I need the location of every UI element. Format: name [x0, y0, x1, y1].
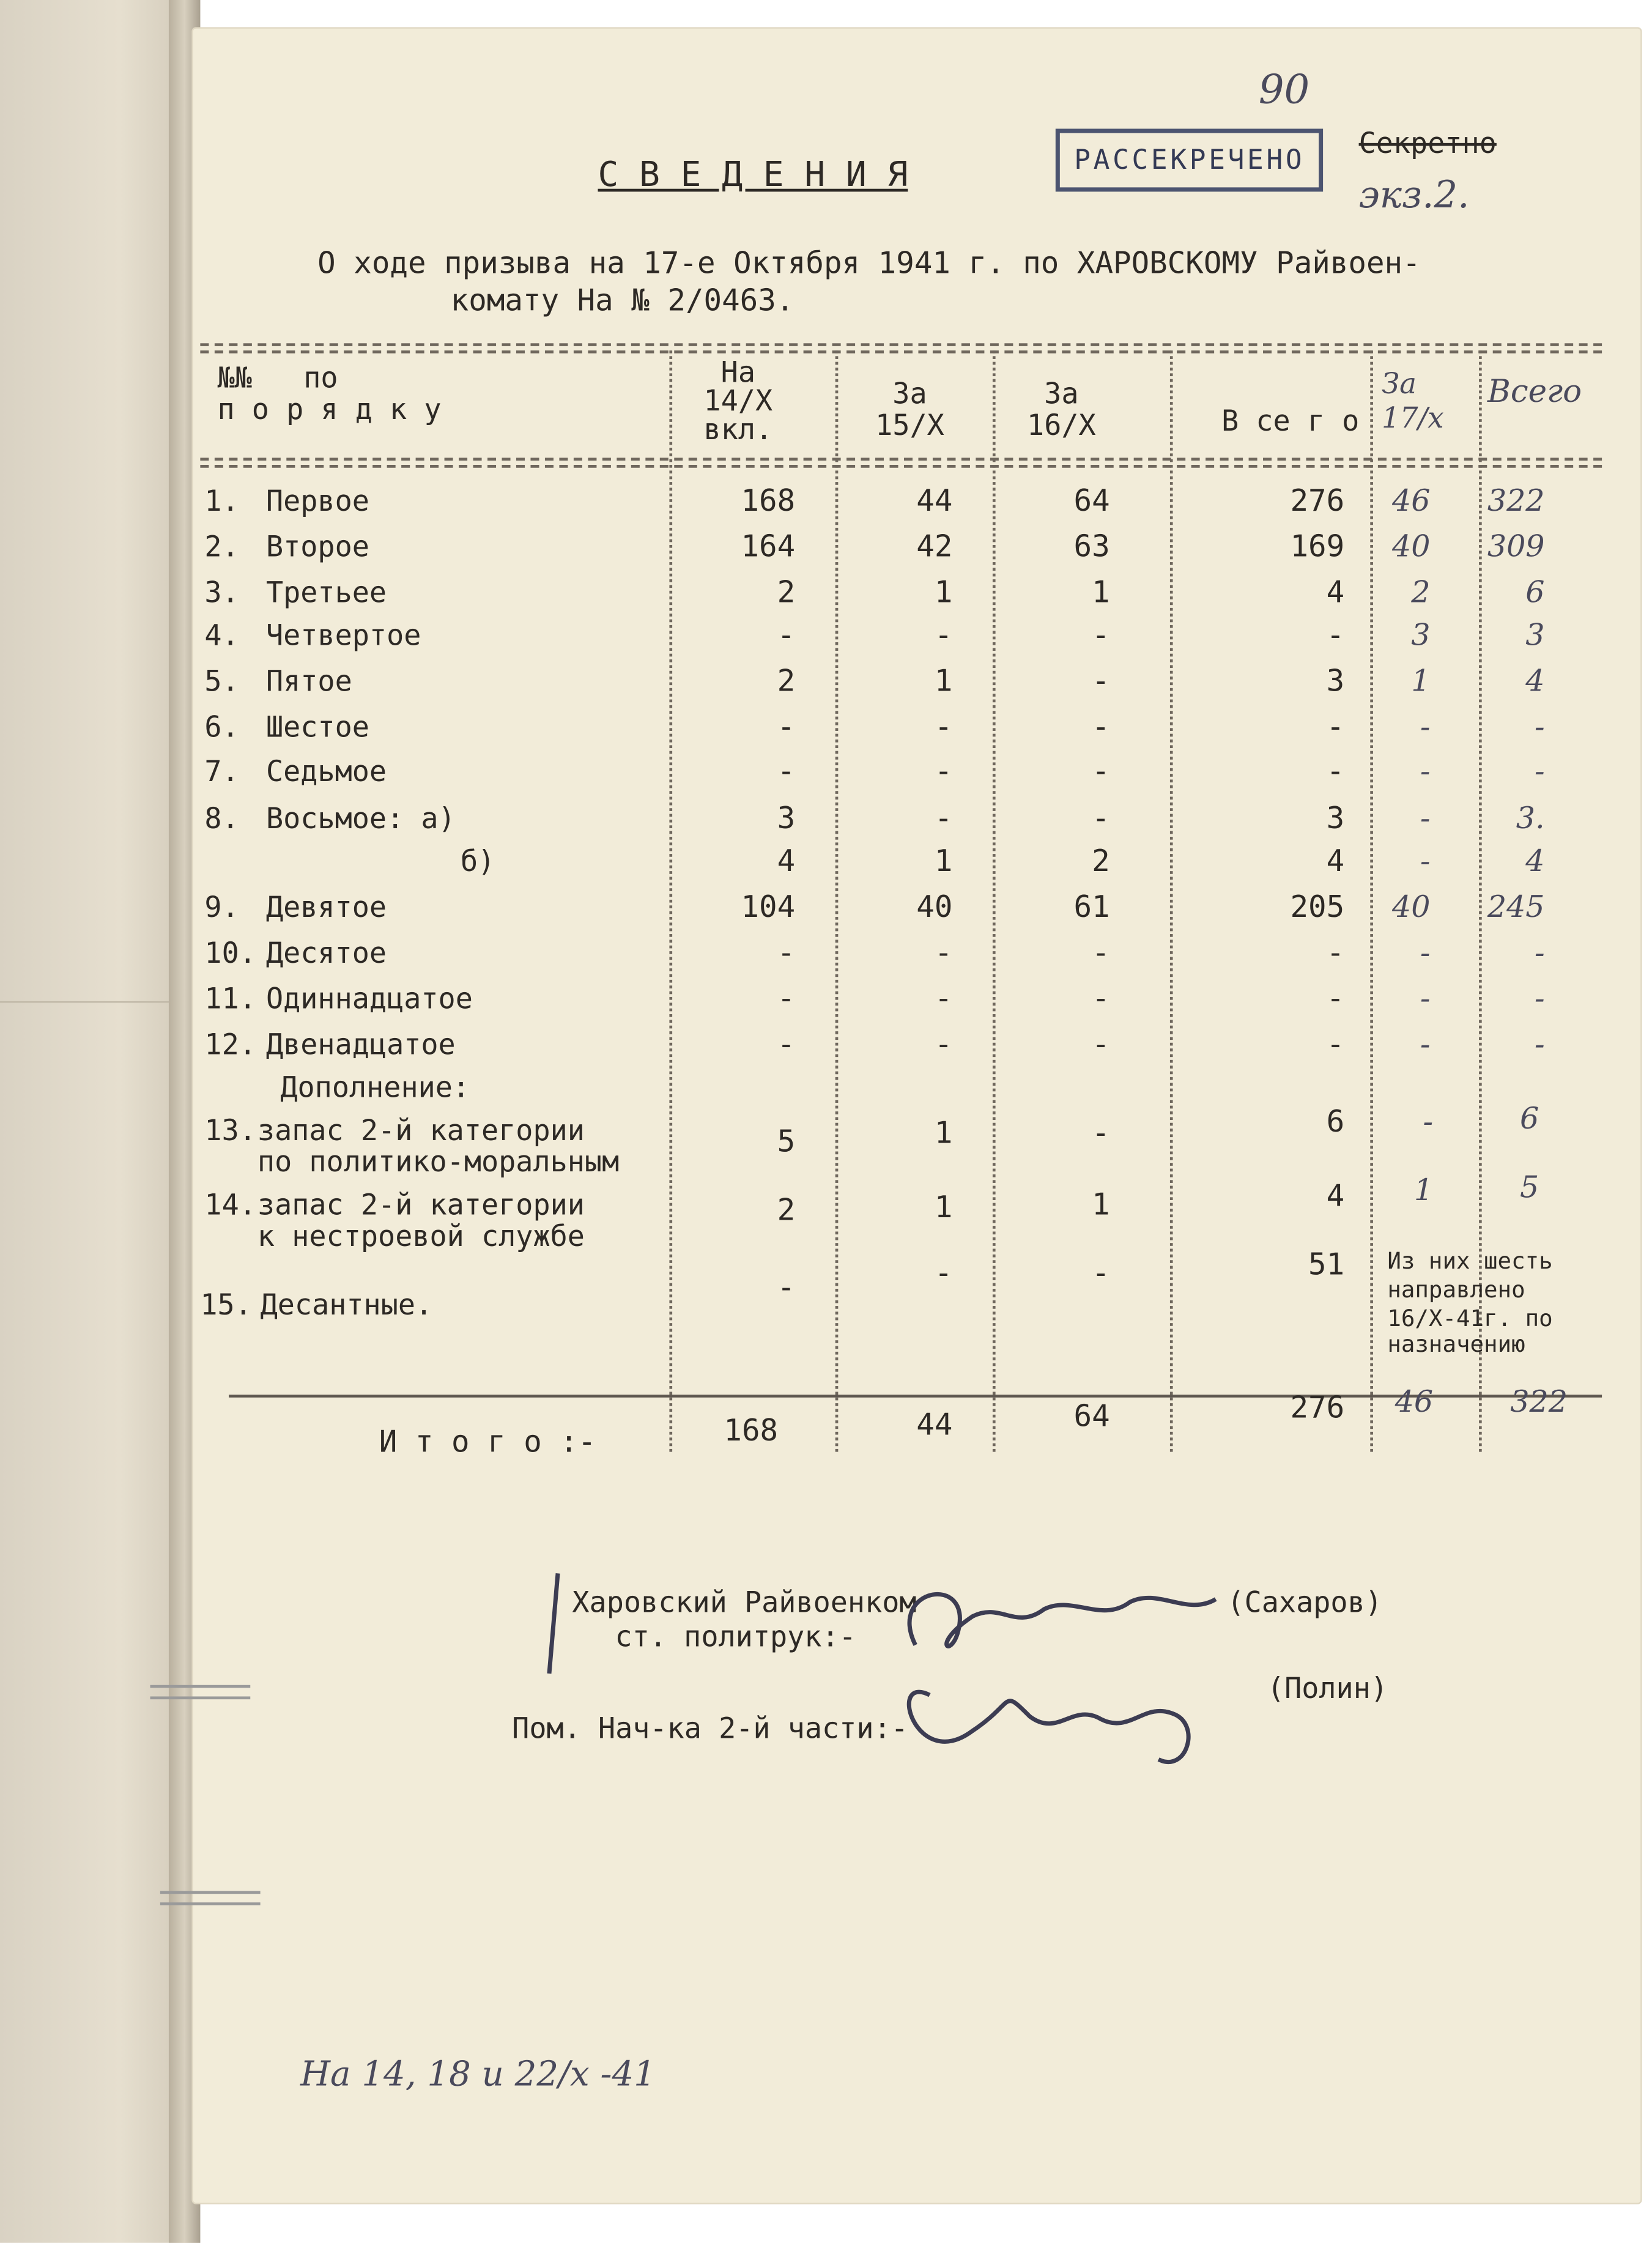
- header-bottom-rule-2: [200, 465, 1602, 468]
- cell-grand-total: 6: [1525, 575, 1545, 610]
- row-label: Восьмое: а): [265, 801, 456, 836]
- total-c6: 322: [1510, 1384, 1568, 1419]
- cell-15x: 44: [916, 483, 953, 518]
- row-14-c4: 4: [1326, 1178, 1345, 1214]
- row-13-c3: -: [1092, 1116, 1110, 1151]
- subtitle-line-1: О ходе призыва на 17-е Октября 1941 г. по ХАРОВСКОМУ Райвоен-: [317, 246, 1421, 281]
- cell-15x: -: [934, 801, 953, 836]
- header-col-14x: На 14/Х вкл.: [703, 354, 773, 447]
- column-divider: [993, 350, 996, 1452]
- document-title: С В Е Д Е Н И Я: [598, 154, 908, 195]
- cell-16x: 1: [1092, 575, 1110, 610]
- row-number: 4.: [204, 618, 239, 653]
- cell-total: -: [1326, 935, 1345, 970]
- cell-16x: -: [1092, 935, 1110, 970]
- cell-17x: 46: [1391, 483, 1431, 518]
- row-number: 11.: [204, 981, 256, 1016]
- cell-15x: -: [934, 981, 953, 1016]
- addition-label: Дополнение:: [280, 1070, 470, 1105]
- cell-16x: 64: [1073, 483, 1110, 518]
- row-number: 1.: [204, 483, 239, 518]
- signatory-1-title: Харовский Райвоенком: [572, 1585, 917, 1620]
- subtitle-line-2: комату На № 2/0463.: [450, 283, 795, 318]
- cell-14x: -: [777, 1027, 796, 1062]
- row-14-name-1: запас 2-й категории: [257, 1187, 585, 1222]
- row-15-c3: -: [1092, 1256, 1110, 1291]
- table-top-rule-2: [200, 350, 1602, 354]
- cell-17x: -: [1420, 935, 1431, 970]
- cell-grand-total: 309: [1487, 529, 1545, 564]
- row-13-number: 13.: [204, 1113, 256, 1147]
- cell-total: -: [1326, 709, 1345, 744]
- cell-17x: -: [1420, 801, 1431, 836]
- cell-grand-total: -: [1534, 709, 1545, 744]
- binding-stitch: [160, 1891, 261, 1905]
- cell-15x: 1: [934, 843, 953, 878]
- page-number: 90: [1258, 65, 1310, 113]
- cell-15x: -: [934, 1027, 953, 1062]
- cell-total: 4: [1326, 575, 1345, 610]
- cell-total: 4: [1326, 843, 1345, 878]
- row-13-c5: -: [1423, 1104, 1434, 1139]
- total-c4: 276: [1290, 1390, 1345, 1425]
- row-15-note-1: Из них шесть: [1387, 1247, 1553, 1275]
- cell-16x: -: [1092, 618, 1110, 653]
- cell-16x: -: [1092, 981, 1110, 1016]
- signatory-2-title: Пом. Нач-ка 2-й части:-: [512, 1710, 908, 1745]
- cell-15x: 40: [916, 889, 953, 924]
- cell-16x: 2: [1092, 843, 1110, 878]
- row-number: 12.: [204, 1027, 256, 1062]
- row-label: Седьмое: [265, 754, 387, 788]
- header-col-grand-total: Всего: [1487, 374, 1582, 411]
- header-col-16x: За 16/Х: [1027, 376, 1096, 442]
- signatory-2-name: (Полин): [1267, 1670, 1388, 1705]
- cell-16x: -: [1092, 754, 1110, 788]
- header-order-line-1: №№ по: [217, 360, 338, 395]
- total-c5: 46: [1395, 1384, 1434, 1419]
- row-14-c5: 1: [1413, 1173, 1434, 1207]
- cell-grand-total: 3: [1525, 618, 1545, 653]
- column-divider: [669, 350, 672, 1452]
- row-label: Пятое: [265, 664, 352, 699]
- row-13-c1: 5: [777, 1124, 796, 1159]
- row-number: 7.: [204, 754, 239, 788]
- row-number: 3.: [204, 575, 239, 610]
- row-number: 10.: [204, 935, 256, 970]
- cell-16x: -: [1092, 709, 1110, 744]
- cell-14x: -: [777, 754, 796, 788]
- cell-grand-total: 4: [1525, 843, 1545, 878]
- row-label: Третьее: [265, 575, 387, 610]
- row-13-c6: 6: [1519, 1101, 1539, 1136]
- row-13-c4: 6: [1326, 1104, 1345, 1139]
- header-col-total: В се г о: [1221, 403, 1360, 438]
- row-label: Двенадцатое: [265, 1027, 456, 1062]
- row-15-c4: 51: [1308, 1247, 1345, 1282]
- cell-14x: 168: [741, 483, 796, 518]
- cell-17x: -: [1420, 709, 1431, 744]
- row-14-c1: 2: [777, 1193, 796, 1228]
- row-label: Девятое: [265, 889, 387, 924]
- cell-14x: -: [777, 935, 796, 970]
- cell-15x: -: [934, 935, 953, 970]
- secret-label: Секретно: [1358, 125, 1497, 160]
- cell-total: 3: [1326, 801, 1345, 836]
- row-label: Шестое: [265, 709, 369, 744]
- row-number: 5.: [204, 664, 239, 699]
- cell-15x: 1: [934, 664, 953, 699]
- header-order-line-2: п о р я д к у: [217, 391, 442, 426]
- declassified-stamp: РАССЕКРЕЧЕНО: [1056, 128, 1324, 191]
- row-15-name: Десантные.: [260, 1287, 433, 1322]
- total-label: И т о г о :-: [379, 1425, 596, 1459]
- cell-total: 169: [1290, 529, 1345, 564]
- cell-15x: -: [934, 618, 953, 653]
- cell-15x: -: [934, 709, 953, 744]
- cell-14x: -: [777, 709, 796, 744]
- row-number: 6.: [204, 709, 239, 744]
- row-15-c1: -: [777, 1270, 796, 1305]
- table-top-rule: [200, 343, 1602, 346]
- cell-total: -: [1326, 618, 1345, 653]
- copy-number: экз.2.: [1358, 174, 1470, 218]
- row-label: Одиннадцатое: [265, 981, 473, 1016]
- header-col-17x: За 17/х: [1381, 366, 1444, 435]
- row-number: 2.: [204, 529, 239, 564]
- cell-14x: 4: [777, 843, 796, 878]
- row-number: 8.: [204, 801, 239, 836]
- cell-16x: 61: [1073, 889, 1110, 924]
- row-label: Десятое: [265, 935, 387, 970]
- row-14-c2: 1: [934, 1190, 953, 1225]
- total-c1: 168: [724, 1413, 779, 1448]
- row-14-c3: 1: [1092, 1187, 1110, 1222]
- row-15-number: 15.: [200, 1287, 252, 1322]
- cell-grand-total: -: [1534, 1027, 1545, 1062]
- cell-17x: 40: [1391, 889, 1431, 924]
- cell-17x: -: [1420, 843, 1431, 878]
- cell-grand-total: 4: [1525, 664, 1545, 699]
- row-number: 9.: [204, 889, 239, 924]
- cell-14x: -: [777, 981, 796, 1016]
- cell-total: 276: [1290, 483, 1345, 518]
- cell-17x: 1: [1411, 664, 1431, 699]
- cell-17x: 40: [1391, 529, 1431, 564]
- row-13-name-2: по политико-моральным: [257, 1144, 620, 1179]
- row-14-name-2: к нестроевой службе: [257, 1218, 585, 1253]
- header-bottom-rule: [200, 458, 1602, 461]
- cell-total: -: [1326, 1027, 1345, 1062]
- column-divider: [835, 350, 839, 1452]
- row-label: Второе: [265, 529, 369, 564]
- signatory-1-rank: ст. политрук:-: [615, 1619, 856, 1654]
- handwritten-signatures: [544, 1559, 1230, 1788]
- cell-14x: -: [777, 618, 796, 653]
- column-divider: [1170, 350, 1173, 1452]
- header-col-15x: За 15/Х: [875, 376, 944, 442]
- cell-17x: -: [1420, 1027, 1431, 1062]
- row-13-name-1: запас 2-й категории: [257, 1113, 585, 1147]
- cell-total: -: [1326, 754, 1345, 788]
- cell-total: -: [1326, 981, 1345, 1016]
- cell-17x: 2: [1411, 575, 1431, 610]
- cell-14x: 164: [741, 529, 796, 564]
- cell-14x: 2: [777, 575, 796, 610]
- row-15-note-4: назначению: [1387, 1330, 1525, 1358]
- cell-grand-total: 245: [1487, 889, 1545, 924]
- cell-grand-total: 3.: [1516, 801, 1545, 836]
- cell-14x: 3: [777, 801, 796, 836]
- cell-17x: -: [1420, 981, 1431, 1016]
- row-label: Первое: [265, 483, 369, 518]
- row-15-note-3: 16/Х-41г. по: [1387, 1304, 1553, 1332]
- signatory-1-name: (Сахаров): [1227, 1585, 1382, 1620]
- cell-16x: 63: [1073, 529, 1110, 564]
- binding-stitch: [150, 1685, 251, 1699]
- cell-16x: -: [1092, 801, 1110, 836]
- cell-17x: 3: [1411, 618, 1431, 653]
- cell-total: 205: [1290, 889, 1345, 924]
- total-c3: 64: [1073, 1399, 1110, 1434]
- row-label: Четвертое: [265, 618, 421, 653]
- total-c2: 44: [916, 1407, 953, 1442]
- cell-15x: 1: [934, 575, 953, 610]
- row-15-note-2: направлено: [1387, 1275, 1525, 1303]
- cell-total: 3: [1326, 664, 1345, 699]
- cell-15x: 42: [916, 529, 953, 564]
- row-label: б): [460, 843, 495, 878]
- row-14-number: 14.: [204, 1187, 256, 1222]
- row-14-c6: 5: [1519, 1170, 1539, 1205]
- cell-grand-total: -: [1534, 935, 1545, 970]
- cell-16x: -: [1092, 1027, 1110, 1062]
- cell-17x: -: [1420, 754, 1431, 788]
- cell-15x: -: [934, 754, 953, 788]
- row-15-c2: -: [934, 1256, 953, 1291]
- cell-grand-total: -: [1534, 981, 1545, 1016]
- cell-grand-total: -: [1534, 754, 1545, 788]
- cell-14x: 2: [777, 664, 796, 699]
- row-13-c2: 1: [934, 1116, 953, 1151]
- cell-14x: 104: [741, 889, 796, 924]
- footer-handwritten-note: На 14, 18 и 22/х -41: [300, 2054, 656, 2094]
- cell-grand-total: 322: [1487, 483, 1545, 518]
- cell-16x: -: [1092, 664, 1110, 699]
